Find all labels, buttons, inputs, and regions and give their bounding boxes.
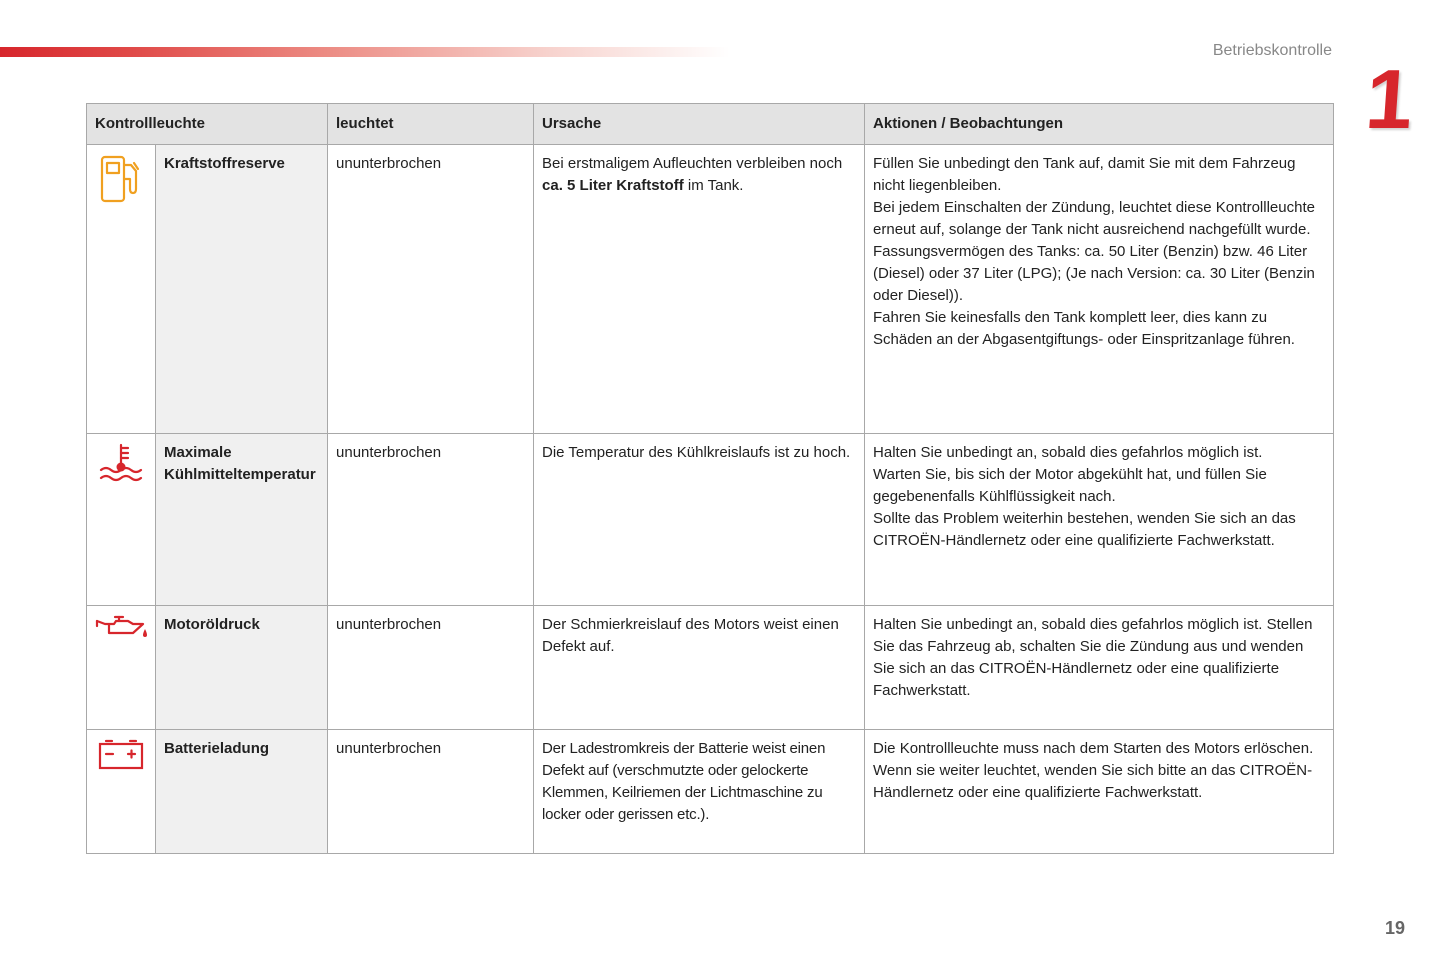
oil-pressure-icon (95, 614, 149, 640)
fuel-pump-icon (98, 153, 144, 205)
icon-cell (87, 434, 156, 606)
light-name-cell (156, 145, 328, 434)
table-row (87, 145, 1334, 434)
column-header-cause: Ursache (534, 104, 865, 145)
state-cell: ununterbrochen (328, 606, 534, 730)
actions-cell (865, 145, 1334, 434)
cause-cell: Bei erstmaligem Aufleuchten verbleiben noch ca. 5 Liter Kraftstoff im Tank. (534, 145, 865, 434)
state-cell: ununterbrochen (328, 434, 534, 606)
light-name: Batterieladung (164, 740, 270, 757)
state-cell: ununterbrochen (328, 730, 534, 854)
light-name-cell (156, 730, 328, 854)
light-name: Motoröldruck (164, 616, 260, 633)
cause-cell: Der Schmierkreislauf des Motors weist einen Defekt auf. (534, 606, 865, 730)
action-text: Sollte das Problem weiterhin bestehen, wenden Sie sich an das CITROËN-Händlernetz oder eine qualifizierte Fachwerkstatt. (873, 510, 1296, 549)
header-accent-bar (0, 47, 730, 57)
icon-cell (87, 730, 156, 854)
column-header-actions: Aktionen / Beobachtungen (865, 104, 1334, 145)
cause-cell: Der Ladestromkreis der Batterie weist einen Defekt auf (verschmutzte oder gelockerte Klemmen, Keilriemen der Lichtmaschine zu locker oder gerissen etc.). (534, 730, 865, 854)
icon-cell (87, 145, 156, 434)
light-name: Maximale (164, 444, 232, 461)
action-text: Die Kontrollleuchte muss nach dem Starten des Motors erlöschen. (873, 740, 1314, 757)
action-text: Warten Sie, bis sich der Motor abgekühlt hat, und füllen Sie gegebenenfalls Kühlflüssigkeit nach. (873, 466, 1267, 505)
action-text: Halten Sie unbedingt an, sobald dies gefahrlos möglich ist. Stellen Sie das Fahrzeug ab, schalten Sie die Zündung aus und wenden Sie sich an das CITROËN-Händlernetz oder eine qualifizierte Fachwerkstatt. (873, 616, 1313, 699)
table-header-row (87, 104, 1334, 145)
page-number: 19 (1384, 918, 1405, 938)
actions-cell (865, 434, 1334, 606)
coolant-temperature-icon (98, 442, 144, 484)
table-row (87, 730, 1334, 854)
state-cell: ununterbrochen (328, 145, 534, 434)
action-text: Bei jedem Einschalten der Zündung, leuchtet diese Kontrollleuchte erneut auf, solange der Tank nicht ausreichend nachgefüllt wurde. (873, 199, 1315, 238)
table-row (87, 606, 1334, 730)
icon-cell (87, 606, 156, 730)
light-name: Kühlmitteltemperatur (164, 466, 316, 483)
cause-highlight: ca. 5 Liter Kraftstoff (542, 177, 684, 194)
warning-lights-table (86, 103, 1334, 854)
column-header-state: leuchtet (328, 104, 534, 145)
action-text: Fassungsvermögen des Tanks: ca. 50 Liter (Benzin) bzw. 46 Liter (Diesel) oder 37 Liter (LPG); (Je nach Version: ca. 30 Liter (Benzin oder Diesel)). (873, 243, 1315, 304)
light-name: Kraftstoffreserve (164, 155, 285, 172)
section-title: Betriebskontrolle (1212, 42, 1332, 59)
action-text: Wenn sie weiter leuchtet, wenden Sie sich bitte an das CITROËN-Händlernetz oder eine qualifizierte Fachwerkstatt. (873, 762, 1313, 801)
column-header-light: Kontrollleuchte (87, 104, 328, 145)
light-name-cell (156, 606, 328, 730)
actions-cell (865, 606, 1334, 730)
action-text: Füllen Sie unbedingt den Tank auf, damit Sie mit dem Fahrzeug nicht liegenbleiben. (873, 155, 1296, 194)
chapter-number: 1 (1362, 52, 1417, 146)
actions-cell (865, 730, 1334, 854)
table-row (87, 434, 1334, 606)
action-text: Halten Sie unbedingt an, sobald dies gefahrlos möglich ist. (873, 444, 1263, 461)
cause-cell: Die Temperatur des Kühlkreislaufs ist zu hoch. (534, 434, 865, 606)
action-text: Fahren Sie keinesfalls den Tank komplett leer, dies kann zu Schäden an der Abgasentgiftungs- oder Einspritzanlage führen. (873, 309, 1295, 348)
light-name-cell (156, 434, 328, 606)
battery-icon (97, 738, 145, 770)
